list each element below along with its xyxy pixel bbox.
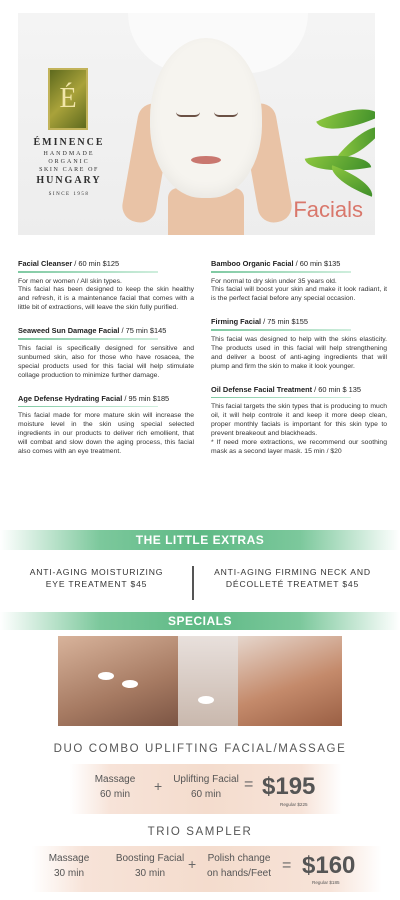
services-left-column xyxy=(18,259,194,470)
duo-regular-price: Regular $225 xyxy=(280,802,308,807)
closed-eye xyxy=(176,112,200,117)
service-item xyxy=(211,317,387,371)
service-detail: / 75 min $145 xyxy=(119,326,167,336)
service-heading xyxy=(18,326,194,335)
brand-line: HANDMADE xyxy=(43,151,95,157)
service-detail: / 95 min $185 xyxy=(122,393,170,403)
duo-price: $195 xyxy=(262,773,316,800)
trio-combo-box xyxy=(32,846,382,892)
service-name: Bamboo Organic Facial xyxy=(211,259,294,268)
duo-item-massage: Massage 60 min xyxy=(94,774,136,800)
extras-divider xyxy=(192,566,194,600)
service-description: This facial made for more mature skin will increase the moisture level in the skin using special selected ingredients in our products to deliver rich emollient, that will combat and slow down the aging process, this facial also comes with an eye treatment. xyxy=(18,412,194,456)
service-item xyxy=(211,385,387,457)
specials-heading: SPECIALS xyxy=(0,612,400,630)
trio-sampler-title: TRIO SAMPLER xyxy=(147,826,253,838)
extras-row xyxy=(0,566,400,602)
service-divider xyxy=(18,338,158,340)
eye-pad xyxy=(98,672,114,680)
service-divider xyxy=(18,271,158,273)
service-heading xyxy=(18,259,194,268)
service-item xyxy=(211,259,387,304)
service-divider xyxy=(211,397,351,399)
service-name: Facial Cleanser xyxy=(18,259,73,268)
services-right-column xyxy=(211,259,387,470)
service-detail: / 60 min $135 xyxy=(293,259,341,268)
eye-pad xyxy=(198,696,214,704)
plus-sign: + xyxy=(154,778,163,794)
service-description: For men or women / All skin types. This facial has been designed to keep the skin healthy and refresh, it is a maintenance facial that comes with a little bit of extractions, will leave the skin fully purified. xyxy=(18,277,194,312)
service-name: Age Defense Hydrating Facial xyxy=(18,393,123,403)
service-description: This facial is specifically designed for sensitive and sunburned skin, also for those who have rosacea, the special products used for this facial will help stimulate collage production to minimize further damage. xyxy=(18,344,194,379)
service-detail: / 75 min $155 xyxy=(261,317,308,327)
service-detail: / 60 min $ 135 xyxy=(312,384,361,394)
service-description: This facial was designed to help with the skins elasticity. The products used in this facial will help strengthening and deliver a boost of anti-aging ingredients that will plump and firm the skin to make it look younger. xyxy=(211,335,387,370)
service-item xyxy=(18,394,194,457)
service-divider xyxy=(18,406,158,408)
brand-line: HUNGARY xyxy=(36,175,102,186)
trio-price: $160 xyxy=(302,852,356,879)
service-name: Seaweed Sun Damage Facial xyxy=(18,326,120,336)
service-name: Oil Defense Facial Treatment xyxy=(211,384,313,394)
trio-item-massage: Massage 30 min xyxy=(48,853,90,879)
extras-heading: THE LITTLE EXTRAS xyxy=(0,530,400,550)
duo-combo-box xyxy=(70,764,342,814)
service-name: Firming Facial xyxy=(211,317,262,327)
service-divider xyxy=(211,271,351,273)
equals-sign: = xyxy=(244,776,254,793)
service-heading xyxy=(18,394,194,403)
brand-line: ÉMINENCE xyxy=(33,137,105,148)
plus-sign: + xyxy=(188,856,197,872)
lips xyxy=(191,156,221,164)
service-description: This facial targets the skin types that is producing to much oil, it will help controle it and keep it more deep clean, proper monthly facials is important for this skin type to prevent breakeout and blackheads. * If need more extractions, we recommend our soothing mask as a second layer mask. 15 min / $20 xyxy=(211,403,387,456)
service-heading xyxy=(211,385,387,394)
trio-item-facial: Boosting Facial 30 min xyxy=(115,853,185,879)
facial-photo xyxy=(58,636,178,726)
eye-pad xyxy=(122,680,138,688)
service-item xyxy=(18,259,194,313)
page-title: Facials xyxy=(293,197,363,222)
trio-item-polish: Polish change on hands/Feet xyxy=(207,853,271,879)
equals-sign: = xyxy=(282,857,292,874)
specials-photos xyxy=(58,636,342,726)
service-divider xyxy=(211,329,351,331)
trio-regular-price: Regular $185 xyxy=(312,880,340,885)
brand-text xyxy=(28,137,110,197)
service-detail: / 60 min $125 xyxy=(72,259,120,268)
service-description: For normal to dry skin under 35 years old. This facial will boost your skin and make it look radiant, it is the perfect facial before any special occasion. xyxy=(211,277,387,303)
duo-item-facial: Uplifting Facial 60 min xyxy=(173,774,239,800)
logo-letter: É xyxy=(59,83,77,114)
service-heading xyxy=(211,259,387,268)
brand-line: ORGANIC xyxy=(48,159,90,165)
brand-line: SINCE 1958 xyxy=(48,192,90,197)
hero-banner xyxy=(18,13,375,235)
brand-line: SKIN CARE OF xyxy=(39,167,99,173)
service-item xyxy=(18,326,194,380)
extra-eye-treatment: ANTI-AGING MOISTURIZING EYE TREATMENT $45 xyxy=(29,567,164,590)
mask-photo xyxy=(178,636,238,726)
eminence-logo xyxy=(48,68,88,130)
bamboo-leaf xyxy=(327,165,375,196)
service-heading xyxy=(211,317,387,326)
masked-face xyxy=(150,38,262,198)
massage-photo xyxy=(238,636,342,726)
duo-combo-title: DUO COMBO UPLIFTING FACIAL/MASSAGE xyxy=(53,743,347,755)
closed-eye xyxy=(214,112,238,117)
extra-neck-treatment: ANTI-AGING FIRMING NECK AND DÉCOLLETÉ TREATMET $45 xyxy=(214,567,371,590)
